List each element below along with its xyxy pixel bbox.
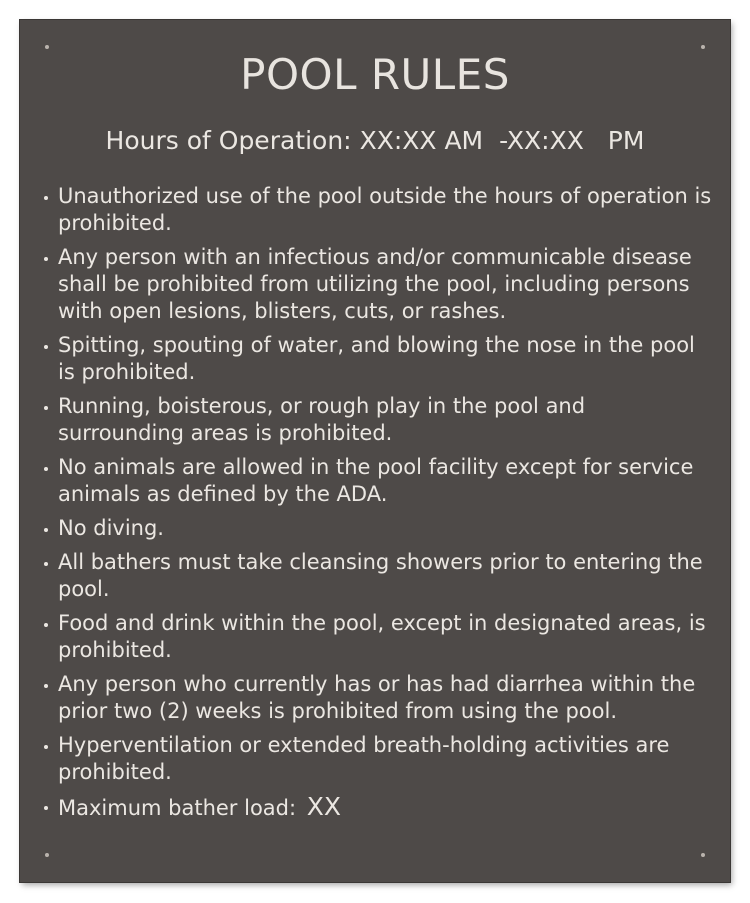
pool-rules-sign (20, 20, 730, 882)
screw-icon (701, 853, 705, 857)
rule-item: Hyperventilation or extended breath-holding activities are prohibited. (44, 732, 714, 786)
opening-period: AM (444, 126, 484, 155)
screw-icon (45, 853, 49, 857)
rule-item: Food and drink within the pool, except in designated areas, is prohibited. (44, 610, 714, 664)
rule-item: Any person with an infectious and/or communicable disease shall be prohibited from utilizing the pool, including persons with open lesions, blisters, cuts, or rashes. (44, 244, 714, 325)
rules-list (44, 183, 714, 829)
rule-item: Spitting, spouting of water, and blowing the nose in the pool is prohibited. (44, 332, 714, 386)
hours-of-operation (20, 123, 730, 159)
rule-item: No animals are allowed in the pool facility except for service animals as defined by the ADA. (44, 454, 714, 508)
max-load-value: XX (306, 792, 342, 821)
max-bather-load (44, 793, 714, 822)
screw-icon (45, 45, 49, 49)
closing-period: PM (607, 126, 645, 155)
opening-time: XX:XX (359, 126, 437, 155)
rule-item: Unauthorized use of the pool outside the hours of operation is prohibited. (44, 183, 714, 237)
closing-time: XX:XX (506, 126, 584, 155)
max-load-label: Maximum bather load: (58, 796, 297, 820)
rule-item: All bathers must take cleansing showers prior to entering the pool. (44, 549, 714, 603)
sign-title: POOL RULES (240, 50, 510, 99)
rule-item: Any person who currently has or has had diarrhea within the prior two (2) weeks is prohibited from using the pool. (44, 671, 714, 725)
hours-separator: - (499, 126, 507, 155)
hours-label: Hours of Operation: (105, 126, 352, 155)
rule-item: No diving. (44, 515, 714, 542)
screw-icon (701, 45, 705, 49)
rule-item: Running, boisterous, or rough play in the pool and surrounding areas is prohibited. (44, 393, 714, 447)
